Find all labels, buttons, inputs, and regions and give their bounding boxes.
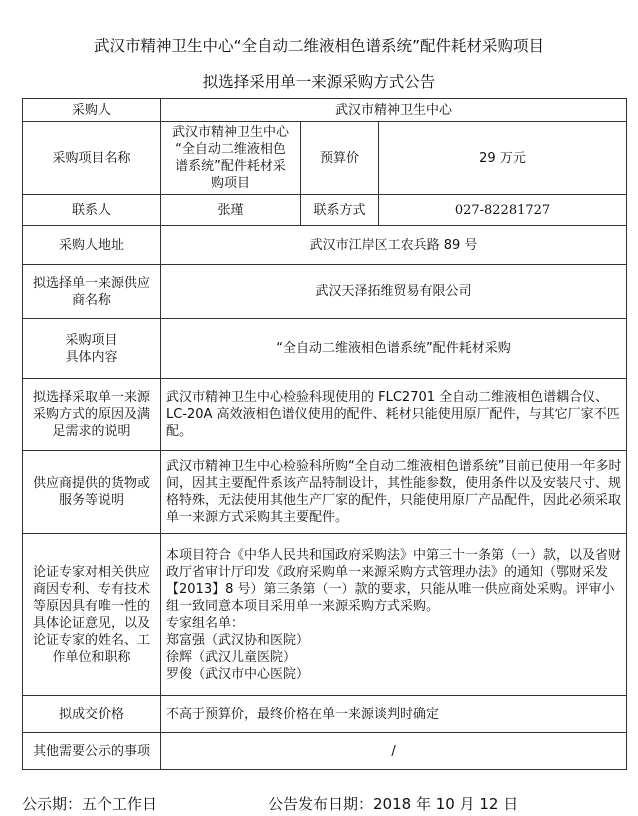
table-row (23, 733, 627, 770)
table-row (23, 122, 627, 195)
table-row (23, 379, 627, 451)
contact-method-value: 027-82281727 (379, 195, 627, 226)
content-value: “全自动二维液相色谱系统”配件耗材采购 (161, 319, 627, 379)
budget-value: 29 万元 (379, 122, 627, 195)
project-name-label: 采购项目名称 (23, 122, 161, 195)
table-row (23, 265, 627, 319)
table-row (23, 451, 627, 534)
notice-table (22, 98, 627, 770)
table-row (23, 99, 627, 122)
experts-value (161, 534, 627, 696)
table-row (23, 226, 627, 265)
publicity-period: 公示期：五个工作日 (22, 795, 158, 813)
purchaser-value: 武汉市精神卫生中心 (161, 99, 627, 122)
expert-name: 罗俊（武汉市中心医院） (166, 666, 310, 682)
contact-method-label: 联系方式 (301, 195, 379, 226)
publish-date: 公告发布日期：2018 年 10 月 12 日 (268, 795, 519, 813)
purchaser-label: 采购人 (23, 99, 161, 122)
table-row (23, 319, 627, 379)
supplier-label: 拟选择单一来源供应 商名称 (23, 265, 161, 319)
table-row (23, 534, 627, 696)
experts-label: 论证专家对相关供应 商因专利、专有技术 等原因具有唯一性的 具体论证意见，以及 论证专家的姓名、工 作单位和职称 (23, 534, 161, 696)
other-value: / (161, 733, 627, 770)
notice-title-line2: 拟选择采用单一来源采购方式公告 (202, 73, 436, 91)
address-label: 采购人地址 (23, 226, 161, 265)
budget-label: 预算价 (301, 122, 379, 195)
other-label: 其他需要公示的事项 (23, 733, 161, 770)
experts-opinion: 本项目符合《中华人民共和国政府采购法》中第三十一条第（一）款，以及省财政厅省审计厅印发《政府采购单一来源采购方式管理办法》的通知（鄂财采发【2013】8 号）第三条第（一）款的要求，只能从唯一供应商处采购。评审小组一致同意本项目采用单一来源采购方式采购。 (166, 547, 622, 614)
experts-group-label: 专家组名单： (166, 615, 245, 631)
project-name-value: 武汉市精神卫生中心 “全自动二维液相色 谱系统”配件耗材采 购项目 (161, 122, 301, 195)
content-label: 采购项目 具体内容 (23, 319, 161, 379)
expert-name: 郑富强（武汉协和医院） (166, 632, 310, 648)
notice-title-line1: 武汉市精神卫生中心“全自动二维液相色谱系统”配件耗材采购项目 (93, 37, 545, 55)
reason-label: 拟选择采取单一来源 采购方式的原因及满 足需求的说明 (23, 379, 161, 451)
supplier-value: 武汉天泽拓维贸易有限公司 (161, 265, 627, 319)
price-label: 拟成交价格 (23, 696, 161, 733)
table-row (23, 195, 627, 226)
goods-value: 武汉市精神卫生中心检验科所购“全自动二维液相色谱系统”目前已使用一年多时间，因其主要配件系该产品特制设计，其性能参数，使用条件以及安装尺寸、规格特殊，无法使用其他生产厂家的配件，只能使用原厂产品配件，因此必须采取单一来源方式采购其主要配件。 (161, 451, 627, 534)
reason-value: 武汉市精神卫生中心检验科现使用的 FLC2701 全自动二维液相色谱耦合仪、LC-20A 高效液相色谱仪使用的配件、耗材只能使用原厂配件，与其它厂家不匹配。 (161, 379, 627, 451)
contact-label: 联系人 (23, 195, 161, 226)
address-value: 武汉市江岸区工农兵路 89 号 (161, 226, 627, 265)
price-value: 不高于预算价，最终价格在单一来源谈判时确定 (161, 696, 627, 733)
table-row (23, 696, 627, 733)
goods-label: 供应商提供的货物或 服务等说明 (23, 451, 161, 534)
expert-name: 徐辉（武汉儿童医院） (166, 649, 297, 665)
contact-value: 张瑾 (161, 195, 301, 226)
